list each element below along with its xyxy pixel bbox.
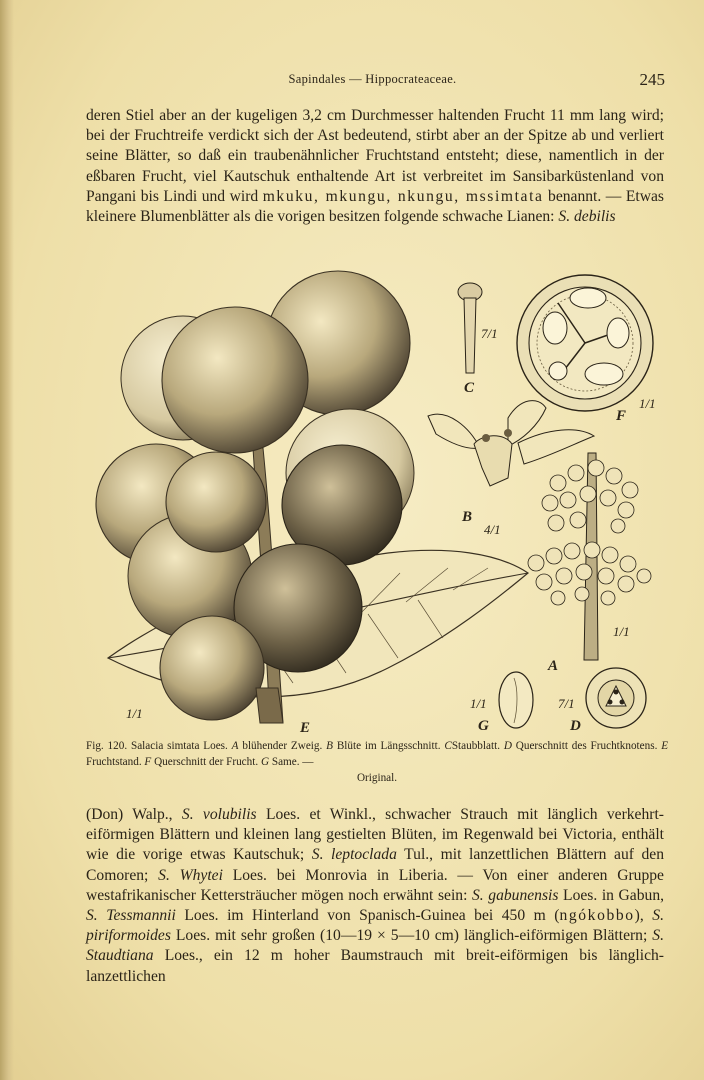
page-spine-shadow [0,0,14,1080]
caption-text: Same. — [271,756,314,768]
scale-G: 1/1 [470,696,487,711]
text-run: (Don) Walp., [86,806,173,823]
caption-letter: B [326,740,333,752]
caption-original: Original. [356,772,398,784]
text-run: Loes., ein 12 m hoher Baumstrauch mit breit-eiförmigen bis länglich-lanzettlichen [86,947,664,985]
ovary-cross-section [586,668,646,728]
caption-text: Staubblatt. [451,740,500,752]
species-name: S. debilis [558,208,616,226]
species-name: S. leptoclada [311,846,397,864]
text-run: Loes. et Winkl., schwacher Strauch mit länglich verkehrt-eiförmigen Blättern und kleinen lang gestielten Blüten, im Regenwald bei Victoria, enthält wie die vorige etwas Kautschuk; [86,806,664,864]
figure-120 [88,268,668,738]
label-F: F [616,408,627,424]
text-run: benannt. — Etwas kleinere Blumenblätter als die vorigen besitzen folgende schwache Lianen: [86,187,664,226]
page-number: 245 [639,70,665,89]
label-D: D [570,718,581,734]
scale-D: 7/1 [558,696,575,711]
caption-letter: F [144,756,152,768]
label-C: C [464,380,475,396]
fruit-cross-section [517,275,653,411]
text-run: deren Stiel aber an der kugeligen 3,2 cm Durchmesser haltenden Frucht 11 mm lang wird; bei der Fruchtreife verdickt sich der Ast bedeutend, stirbt aber an der Spitze ab und verliert seine Blätter, so daß ein traubenähnlicher Fruchtstand entsteht; diese, namentlich in der eßbaren Frucht, viel Kautschuk enthaltende Art ist verbreitet im Sansibarküstenland von Pangani bis Lindi und wird [86,107,664,205]
scale-B: 4/1 [484,522,501,537]
caption-letter: A [231,740,239,752]
native-names: mkuku, mkungu, nkungu, mssimtata [262,187,544,205]
scale-A: 1/1 [613,624,630,639]
figure-caption [86,738,668,786]
species-name: S. gabunensis [472,886,559,904]
species-name: S. Tessmannii [86,907,176,925]
species-name: S. piriformoides [86,907,664,945]
caption-letter: D [503,740,512,752]
caption-text: Fruchtstand. [86,756,142,768]
text-run: Loes. mit sehr großen (10—19 × 5—10 cm) länglich-eiförmigen Blättern; [175,927,648,945]
caption-letter: G [260,756,270,768]
caption-fig-number: Fig. 120. [86,740,128,752]
caption-species: Salacia simtata Loes. [130,740,228,752]
running-head: Sapindales — Hippocrateaceae. [288,72,457,86]
species-name: S. Whytei [158,866,223,884]
caption-text: Querschnitt der Frucht. [154,756,259,768]
paragraph-bottom [86,805,664,987]
seed-drawing [499,672,533,728]
caption-letter: C [444,740,452,752]
caption-text: blühender Zweig. [242,740,323,752]
scale-C: 7/1 [481,326,498,341]
caption-text: Blüte im Längsschnitt. [336,740,441,752]
label-G: G [478,718,489,734]
botanical-illustration [88,268,668,738]
text-run: Loes. im Hinterland von Spanisch-Guinea bei 450 m ( [184,907,560,925]
caption-text: Querschnitt des Fruchtknotens. [515,740,658,752]
stamen-drawing [458,283,482,373]
paragraph-top [86,106,664,227]
text-run: Loes. bei Monrovia in Liberia. — Von einer anderen Gruppe westafrikanischer Kettersträucher mögen noch erwähnt sein: [86,866,664,904]
species-name: S. Staudtiana [86,927,664,965]
page-header [80,70,665,92]
flowering-branch-drawing [528,453,651,660]
caption-letter: E [661,740,669,752]
text-run: ), [634,907,644,925]
text-run: Loes. in Gabun, [563,886,665,904]
label-B: B [462,509,473,525]
scale-E: 1/1 [126,706,143,721]
label-A: A [548,658,559,674]
text-run: Tul., mit lanzettlichen Blättern auf den Comoren; [86,846,665,884]
scale-F: 1/1 [639,396,656,411]
native-name: ngókobbo [559,907,635,925]
label-E: E [300,720,311,736]
species-name: S. volubilis [181,806,257,823]
